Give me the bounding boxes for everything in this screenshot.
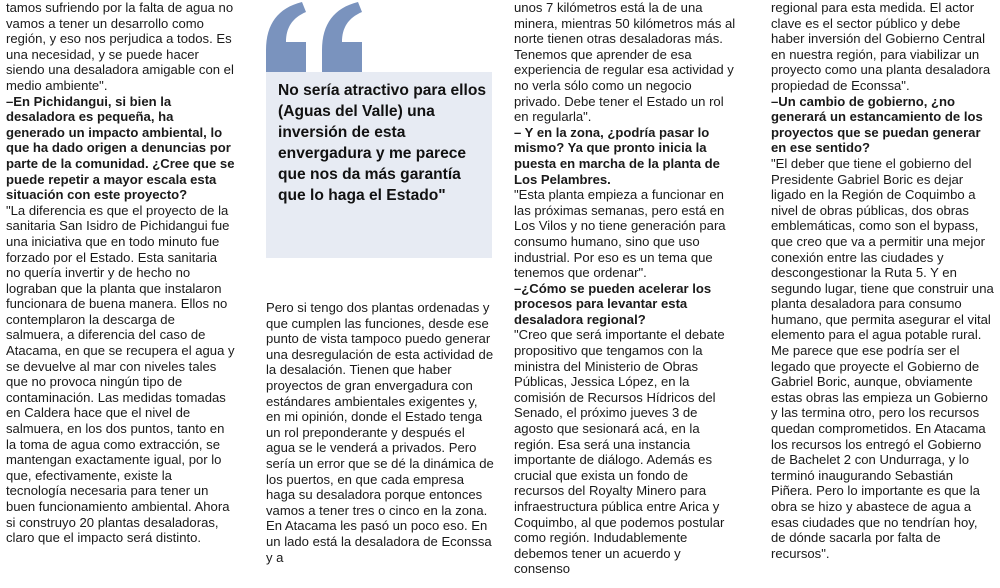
pull-quote bbox=[262, 0, 492, 262]
article-column-4 bbox=[771, 0, 995, 588]
interview-answer: "La diferencia es que el proyecto de la sanitaria San Isidro de Pichidangui fue una iniciativa que en todo minuto fue forzado por el Estado. Esta sanitaria no quería invertir y de hecho no lograban que la planta que instalaron funcionara de buena manera. Ellos no contemplaron la descarga de salmuera, a diferencia del caso de Atacama, en que se recupera el agua y se devuelve al mar con niveles tales que no provoca ningún tipo de contaminación. Las medidas tomadas en Caldera hace que el nivel de salmuera, en los dos puntos, tanto en la toma de agua como extracción, se mantengan exactamente igual, por lo que, efectivamente, existe la tecnología necesaria para tener un buen funcionamiento ambiental. Ahora si construyo 20 plantas desaladoras, claro que el impacto será distinto. bbox=[6, 202, 235, 546]
pull-quote-box bbox=[266, 72, 492, 258]
interview-answer: "Esta planta empieza a funcionar en las próximas semanas, pero está en Los Vilos y no tiene generación para consumo humano, sino que uso industrial. Por eso es un tema que tenemos que ordenar". bbox=[514, 187, 726, 281]
article-column-3 bbox=[514, 0, 739, 588]
article-column-1 bbox=[6, 0, 235, 588]
interview-answer: Pero si tengo dos plantas ordenadas y que cumplen las funciones, desde ese punto de vista tampoco puedo generar una desregulación de esta actividad de la desalación. Tienen que haber proyectos de gran envergadura con estándares ambientales exigentes y, en mi opinión, donde el Estado tenga un rol preponderante y después el agua se le venderá a privados. Pero sería un error que se dé la dinámica de los puertos, en que cada empresa haga su desaladora porque entonces vamos a tener tres o cinco en la zona. En Atacama les pasó un poco eso. En un lado está la desaladora de Econssa y a bbox=[266, 300, 494, 565]
interview-question: – Y en la zona, ¿podría pasar lo mismo? Ya que pronto inicia la puesta en marcha de la planta de Los Pelambres. bbox=[514, 124, 720, 187]
interview-answer: tamos sufriendo por la falta de agua no vamos a tener un desarrollo como región, y eso nos perjudica a todos. Es una necesidad, y se puede hacer siendo una desaladora amigable con el medio ambiente". bbox=[6, 0, 234, 93]
interview-question: –¿Cómo se pueden acelerar los procesos para levantar esta desaladora regional? bbox=[514, 280, 712, 327]
interview-answer: "El deber que tiene el gobierno del Presidente Gabriel Boric es dejar ligado en la Región de Coquimbo a nivel de obras públicas, dos obras emblemáticas, como son el bypass, que creo que va a permitir una mejor conexión entre las ciudades y descongestionar la Ruta 5. Y en segundo lugar, tiene que construir una planta desaladora para consumo humano, que permita asegurar el vital elemento para el agua potable rural. Me parece que ese podría ser el legado que proyecte el Gobierno de Gabriel Boric, aunque, obviamente estas obras las empieza un Gobierno y las termina otro, pero los recursos quedan comprometidos. En Atacama los recursos los entregó el Gobierno de Bachelet 2 con Undurraga, y lo terminó inaugurando Sebastián Piñera. Pero lo importante es que la obra se hizo y abastece de agua a esas ciudades que no tendrían hoy, de dónde sacarla por falta de recursos". bbox=[771, 155, 994, 561]
interview-answer: unos 7 kilómetros está la de una minera, mientras 50 kilómetros más al norte tienen otras desaladoras más. Tenemos que aprender de esa experiencia de regular esa actividad y no verla sólo como un negocio privado. Debe tener el Estado un rol en regularla". bbox=[514, 0, 736, 125]
interview-question: –Un cambio de gobierno, ¿no generará un estancamiento de los proyectos que se puedan generar en ese sentido? bbox=[771, 93, 983, 156]
interview-answer: regional para esta medida. El actor clave es el sector público y debe haber inversión del Gobierno Central en nuestra región, para viabilizar un proyecto como una planta desaladora propiedad de Econssa". bbox=[771, 0, 991, 93]
interview-question: –En Pichidangui, si bien la desaladora es pequeña, ha generado un impacto ambiental, lo que ha dado origen a denuncias por parte de la comunidad. ¿Cree que se puede repetir a mayor escala esta situación con este proyecto? bbox=[6, 93, 235, 203]
pull-quote-text: No sería atractivo para ellos (Aguas del Valle) una inversión de esta envergadura y me parece que nos da más garantía que lo haga el Estado" bbox=[278, 82, 487, 204]
article-column-2 bbox=[266, 300, 494, 588]
interview-answer: "Creo que será importante el debate propositivo que tengamos con la ministra del Ministerio de Obras Públicas, Jessica López, en la comisión de Recursos Hídricos del Senado, el próximo jueves 3 de agosto que sesionará acá, en la región. Esa será una instancia importante de diálogo. Además es crucial que exista un fondo de recursos del Royalty Minero para infraestructura pública entre Arica y Coquimbo, al que podemos postular como región. Indudablemente debemos tener un acuerdo y consenso bbox=[514, 327, 725, 577]
